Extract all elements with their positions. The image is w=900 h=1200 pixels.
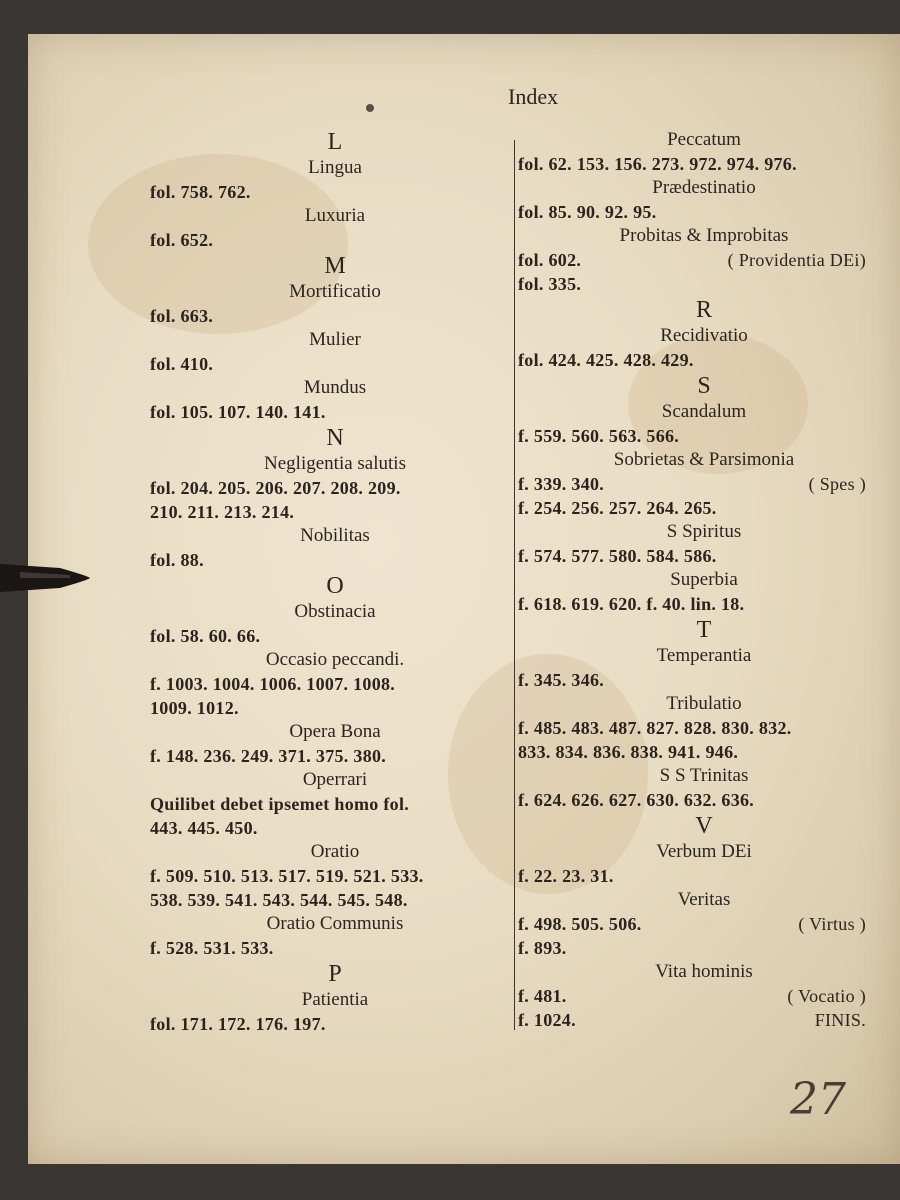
index-reference: f. 574. 577. 580. 584. 586. [518,546,717,566]
index-reference-line [518,472,890,496]
index-term: S Spiritus [666,521,742,542]
index-term: Mortificatio [289,281,381,302]
index-reference: fol. 105. 107. 140. 141. [150,402,326,422]
index-letter-heading: M [324,253,346,279]
index-term: Opera Bona [289,721,381,742]
index-aside: ( Providentia DEi) [727,250,866,270]
index-term: Sobrietas & Parsimonia [613,449,795,470]
index-term: Verbum DEi [656,841,752,862]
index-term: Veritas [677,889,731,910]
index-term: Oratio [310,841,360,862]
index-reference: f. 1024. [518,1010,576,1030]
index-reference: f. 481. [518,986,567,1006]
index-reference: Quilibet debet ipsemet homo fol. [150,794,410,814]
index-letter-heading: N [326,425,344,451]
index-letter-heading: P [328,961,342,987]
index-reference: fol. 335. [518,274,582,294]
index-reference: f. 1003. 1004. 1006. 1007. 1008. [150,674,396,694]
index-reference: f. 509. 510. 513. 517. 519. 521. 533. [150,866,424,886]
index-reference: f. 254. 256. 257. 264. 265. [518,498,717,518]
index-letter-heading: O [326,573,344,599]
index-reference-line [518,248,890,272]
index-reference: fol. 410. [150,354,214,374]
index-reference: f. 485. 483. 487. 827. 828. 830. 832. [518,718,792,738]
index-term: Peccatum [667,129,741,150]
index-reference: fol. 62. 153. 156. 273. 972. 974. 976. [518,154,797,174]
index-aside: FINIS. [814,1010,866,1030]
index-reference: fol. 58. 60. 66. [150,626,261,646]
index-reference: fol. 204. 205. 206. 207. 208. 209. [150,478,401,498]
index-term: Luxuria [304,205,366,226]
index-term: Nobilitas [300,525,370,546]
index-reference: fol. 663. [150,306,214,326]
index-term: Recidivatio [660,325,748,346]
page-holder-blade [0,558,92,598]
index-aside: ( Spes ) [808,474,866,494]
index-reference: f. 22. 23. 31. [518,866,614,886]
index-reference: f. 618. 619. 620. f. 40. lin. 18. [518,594,745,614]
index-reference-line [518,1008,890,1032]
left-column [150,128,520,1036]
index-letter-heading: T [696,617,712,643]
page-header: Index [508,84,559,109]
index-term: Obstinacia [294,601,376,622]
ink-spot [366,104,374,112]
index-reference: f. 345. 346. [518,670,605,690]
index-reference: fol. 88. [150,550,204,570]
index-letter-heading: R [695,297,712,323]
index-reference: fol. 171. 172. 176. 197. [150,1014,326,1034]
index-letter-heading: S [697,373,711,399]
index-reference-line [518,912,890,936]
page-number: 27 [790,1074,846,1125]
index-term: Probitas & Improbitas [619,225,789,246]
index-term: Mulier [309,329,361,350]
index-term: Patientia [301,989,369,1010]
index-term: Oratio Communis [266,913,404,934]
index-term: Prædestinatio [652,177,756,198]
index-reference: f. 498. 505. 506. [518,914,642,934]
index-reference: f. 559. 560. 563. 566. [518,426,680,446]
index-term: Occasio peccandi. [265,649,405,670]
index-reference: 1009. 1012. [150,698,239,718]
index-reference: 210. 211. 213. 214. [150,502,295,522]
index-reference: fol. 85. 90. 92. 95. [518,202,657,222]
index-term: Superbia [670,569,738,590]
index-letter-heading: L [327,129,343,155]
index-reference: f. 624. 626. 627. 630. 632. 636. [518,790,755,810]
index-reference: f. 148. 236. 249. 371. 375. 380. [150,746,387,766]
index-reference: f. 339. 340. [518,474,605,494]
index-reference: f. 893. [518,938,567,958]
index-reference: fol. 652. [150,230,214,250]
index-term: Tribulatio [666,693,742,714]
index-reference: 443. 445. 450. [150,818,258,838]
index-term: S S Trinitas [659,765,749,786]
index-aside: ( Vocatio ) [787,986,866,1006]
index-term: Mundus [303,377,367,398]
index-reference: 833. 834. 836. 838. 941. 946. [518,742,739,762]
index-term: Temperantia [656,645,752,666]
index-reference: fol. 424. 425. 428. 429. [518,350,694,370]
index-letter-heading: V [695,813,713,839]
index-reference: fol. 602. [518,250,582,270]
index-term: Negligentia salutis [264,453,406,474]
index-term: Scandalum [661,401,747,422]
index-aside: ( Virtus ) [798,914,866,934]
index-reference: 538. 539. 541. 543. 544. 545. 548. [150,890,408,910]
index-reference-line [518,984,890,1008]
index-reference: fol. 758. 762. [150,182,251,202]
index-term: Vita hominis [655,961,753,982]
index-term: Lingua [308,157,362,178]
right-column [518,128,890,1032]
index-reference: f. 528. 531. 533. [150,938,274,958]
index-term: Operrari [302,769,368,790]
